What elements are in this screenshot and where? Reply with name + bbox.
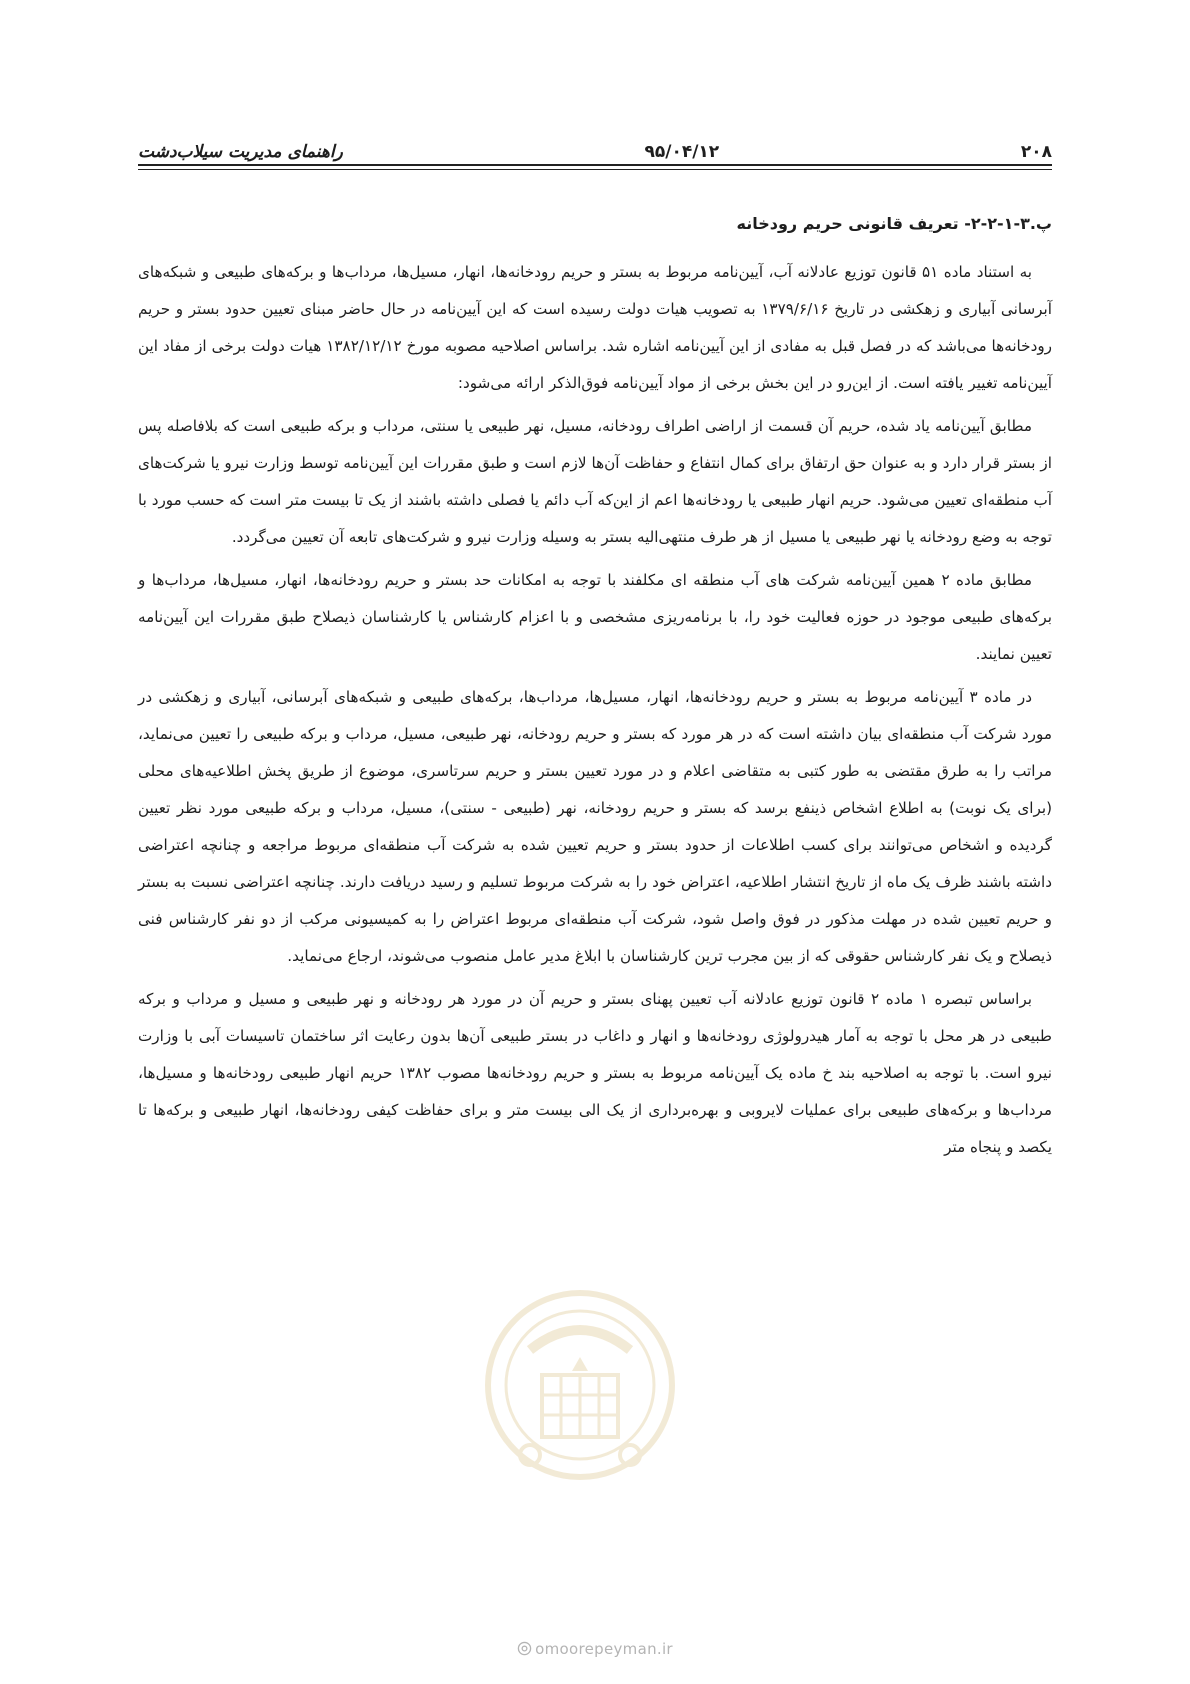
paragraph: مطابق آیین‌نامه یاد شده، حریم آن قسمت از اراضی اطراف رودخانه، مسیل، نهر طبیعی یا سنتی، مرداب و برکه طبیعی است که بلافاصله پس از بستر قرار دارد و به عنوان حق ارتفاق برای کمال انتفاع و حفاظت آن‌ها لازم است و طبق مقررات این آیین‌نامه توسط وزارت نیرو یا شرکت‌های آب منطقه‌ای تعیین می‌شود. حریم انهار طبیعی یا رودخانه‌ها اعم از این‌که آب دائم یا فصلی داشته باشند از یک تا بیست متر است که حسب مورد با توجه به وضع رودخانه یا نهر طبیعی یا مسیل از هر طرف منتهی‌الیه بستر به وسیله وزارت نیرو و شرکت‌های تابعه آن تعیین می‌گردد. — [138, 417, 1052, 546]
watermark-text — [0, 1640, 1190, 1658]
body-text — [138, 208, 1052, 1172]
paragraph: براساس تبصره ۱ ماده ۲ قانون توزیع عادلانه آب تعیین پهنای بستر و حریم آن در مورد هر رودخانه و نهر طبیعی و مسیل و مرداب و برکه طبیعی در هر محل با توجه به آمار هیدرولوژی رودخانه‌ها و انهار و داغاب در بستر طبیعی آن‌ها بدون رعایت اثر ساختمان تاسیسات آبی با وزارت نیرو است. با توجه به اصلاحیه بند خ ماده یک آیین‌نامه مربوط به بستر و حریم رودخانه‌ها مصوب ۱۳۸۲ حریم انهار طبیعی رودخانه‌ها و مسیل‌ها، مرداب‌ها و برکه‌های طبیعی برای عملیات لایروبی و بهره‌برداری از یک الی بیست متر و برای حفاظت کیفی رودخانه‌ها، انهار طبیعی و برکه‌ها تا یکصد و پنجاه متر — [138, 990, 1052, 1156]
watermark-seal-icon — [470, 1255, 690, 1555]
paragraph: به استناد ماده ۵۱ قانون توزیع عادلانه آب، آیین‌نامه مربوط به بستر و حریم رودخانه‌ها، انهار، مسیل‌ها، مرداب‌ها و برکه‌های طبیعی و شبکه‌های آبرسانی آبیاری و زهکشی در تاریخ ۱۳۷۹/۶/۱۶ به تصویب هیات دولت رسیده است که این آیین‌نامه در حال حاضر مبنای تعیین حدود بستر و حریم رودخانه‌ها می‌باشد که در فصل قبل به مفادی از این آیین‌نامه اشاره شد. براساس اصلاحیه مصوبه مورخ ۱۳۸۲/۱۲/۱۲ هیات دولت برخی از مفاد این آیین‌نامه تغییر یافته است. از این‌رو در این بخش برخی از مواد آیین‌نامه فوق‌الذکر ارائه می‌شود: — [138, 263, 1053, 392]
watermark-site: omoorepeyman.ir — [535, 1640, 673, 1658]
section-heading: پ.۳-۱-۲-۲- تعریف قانونی حریم رودخانه — [736, 214, 1052, 233]
book-title: راهنمای مدیریت سیلاب‌دشت — [138, 142, 343, 162]
page-header — [138, 122, 1052, 162]
page-number: ۲۰۸ — [1020, 142, 1052, 162]
paragraph: مطابق ماده ۲ همین آیین‌نامه شرکت های آب منطقه ای مکلفند با توجه به امکانات حد بستر و حریم رودخانه‌ها، انهار، مسیل‌ها، مرداب‌ها و برکه‌های طبیعی موجود در حوزه فعالیت خود را، با برنامه‌ریزی مشخصی و با اعزام کارشناس یا کارشناسان ذیصلاح طبق مقررات این آیین‌نامه تعیین نمایند. — [138, 571, 1052, 663]
header-rule — [138, 164, 1052, 170]
paragraph: در ماده ۳ آیین‌نامه مربوط به بستر و حریم رودخانه‌ها، انهار، مسیل‌ها، مرداب‌ها، برکه‌های طبیعی و شبکه‌های آبرسانی، آبیاری و زهکشی در مورد شرکت آب منطقه‌ای بیان داشته است که در هر مورد که بستر و حریم رودخانه، نهر طبیعی، مسیل، مرداب و برکه طبیعی را تعیین می‌نماید، مراتب را به طرق مقتضی به طور کتبی به متقاضی اعلام و در مورد تعیین بستر و حریم سرتاسری، موضوع از طریق پخش اطلاعیه‌های محلی (برای یک نوبت) به اطلاع اشخاص ذینفع برسد که بستر و حریم رودخانه، نهر (طبیعی - سنتی)، مسیل، مرداب و برکه طبیعی مورد نظر تعیین گردیده و اشخاص می‌توانند برای کسب اطلاعات از حدود بستر و حریم تعیین شده به شرکت آب منطقه‌ای مربوط مراجعه و چنانچه اعتراضی داشته باشند ظرف یک ماه از تاریخ انتشار اطلاعیه، اعتراض خود را به شرکت مربوط تسلیم و رسید دریافت دارند. چنانچه اعتراضی نسبت به بستر و حریم تعیین شده در مهلت مذکور در فوق واصل شود، شرکت آب منطقه‌ای مربوط اعتراض را به کمیسیونی مرکب از دو نفر کارشناس فنی ذیصلاح و یک نفر کارشناس حقوقی که از بین مجرب ترین کارشناسان با ابلاغ مدیر عامل منصوب می‌شوند، ارجاع می‌نماید. — [138, 688, 1052, 965]
at-icon — [517, 1641, 532, 1656]
header-date: ۹۵/۰۴/۱۲ — [644, 142, 720, 162]
